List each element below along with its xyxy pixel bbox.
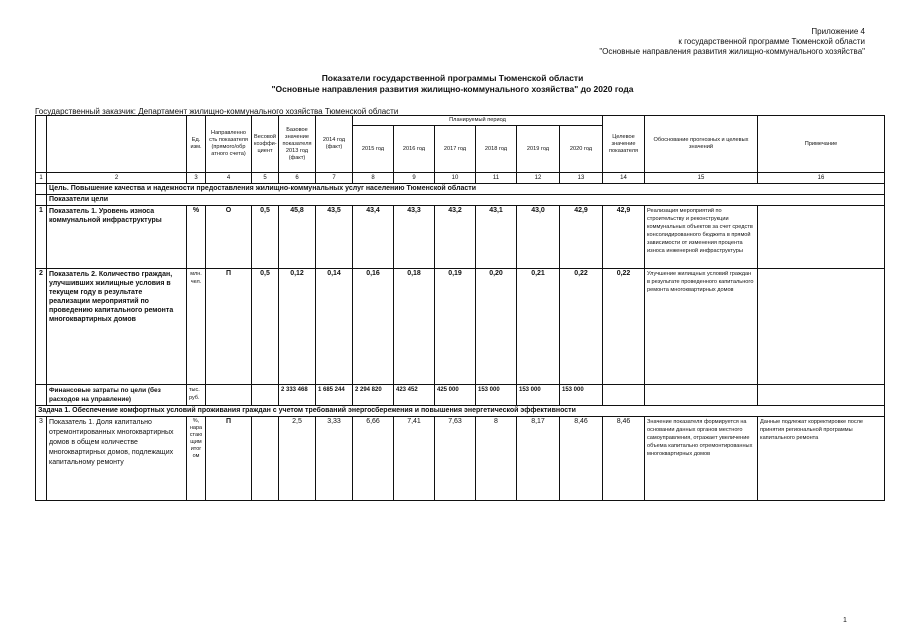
appendix-line-1: Приложение 4	[811, 27, 865, 36]
indicator-2-2016: 0,18	[394, 269, 435, 385]
indicator-3-2015: 6,66	[353, 417, 394, 501]
finance-base: 2 333 468	[279, 385, 316, 406]
header-year-2018: 2018 год	[476, 126, 517, 173]
indicator-1-note	[758, 206, 885, 269]
column-number: 3	[187, 173, 206, 184]
indicator-1-2018: 43,1	[476, 206, 517, 269]
indicator-2-2019: 0,21	[517, 269, 560, 385]
document-title	[0, 73, 905, 95]
indicator-3-direction: П	[206, 417, 252, 501]
column-number: 10	[435, 173, 476, 184]
header-2014: 2014 год (факт)	[316, 116, 353, 173]
column-number: 4	[206, 173, 252, 184]
finance-2016: 423 452	[394, 385, 435, 406]
indicator-1-2017: 43,2	[435, 206, 476, 269]
finance-num-cell	[36, 385, 47, 406]
header-target: Целевое значение показателя	[603, 116, 645, 173]
indicator-row-2	[36, 269, 885, 385]
finance-row	[36, 385, 885, 406]
indicator-2-2020: 0,22	[560, 269, 603, 385]
header-name	[47, 116, 187, 173]
header-direction: Направленно сть показателя (прямого/обр атного счета)	[206, 116, 252, 173]
column-number: 7	[316, 173, 353, 184]
indicator-1-target: 42,9	[603, 206, 645, 269]
header-base: Базовое значение показателя 2013 год (факт)	[279, 116, 316, 173]
goal-indicators-label: Показатели цели	[47, 195, 885, 206]
header-rationale: Обоснование прогнозных и целевых значений	[645, 116, 758, 173]
title-line-2: "Основные направления развития жилищно-коммунального хозяйства" до 2020 года	[271, 84, 634, 94]
column-number: 9	[394, 173, 435, 184]
goal-indicators-row	[36, 195, 885, 206]
indicator-2-rationale: Улучшение жилищных условий граждан в результате проведенного капитального ремонта многоквартирных домов	[645, 269, 758, 385]
title-line-1: Показатели государственной программы Тюменской области	[321, 73, 584, 83]
page-number: 1	[843, 617, 847, 624]
header-year-2019: 2019 год	[517, 126, 560, 173]
indicator-3-2020: 8,46	[560, 417, 603, 501]
finance-note-cell	[758, 385, 885, 406]
column-number: 6	[279, 173, 316, 184]
finance-2020: 153 000	[560, 385, 603, 406]
header-row-1	[36, 116, 885, 126]
finance-label: Финансовые затраты по цели (без расходов на управление)	[47, 385, 187, 406]
indicator-1-2015: 43,4	[353, 206, 394, 269]
indicator-3-weight	[252, 417, 279, 501]
column-number: 14	[603, 173, 645, 184]
goal-text: Цель. Повышение качества и надежности предоставления жилищно-коммунальных услуг населению Тюменской области	[47, 184, 885, 195]
column-number: 8	[353, 173, 394, 184]
finance-2015: 2 294 820	[353, 385, 394, 406]
column-number: 2	[47, 173, 187, 184]
indicator-2-name: Показатель 2. Количество граждан, улучшивших жилищные условия в текущем году в результате реализации мероприятий по проведению капитального ремонта многоквартирных домов	[47, 269, 187, 385]
indicator-2-2018: 0,20	[476, 269, 517, 385]
indicator-3-unit: %, нара стаю щим итог ом	[187, 417, 206, 501]
indicator-3-2017: 7,63	[435, 417, 476, 501]
indicator-2-num: 2	[36, 269, 47, 385]
finance-weight-cell	[252, 385, 279, 406]
indicator-3-name: Показатель 1. Доля капитально отремонтированных многоквартирных домов в общем количестве многоквартирных домов, подлежащих капитальному ремонту	[47, 417, 187, 501]
indicator-3-rationale: Значение показателя формируется на основании данных органов местного самоуправления, отражает увеличение объема капитально отремонтированных многоквартирных домов	[645, 417, 758, 501]
column-number: 12	[517, 173, 560, 184]
finance-target-cell	[603, 385, 645, 406]
indicator-1-rationale: Реализация мероприятий по строительству и реконструкции коммунальных объектов за счет средств консолидированного бюджета в прямой зависимости от изменения процента износа инженерной инфраструктуры	[645, 206, 758, 269]
column-number: 1	[36, 173, 47, 184]
header-num	[36, 116, 47, 173]
indicator-1-unit: %	[187, 206, 206, 269]
header-planned-period: Планируемый период	[353, 116, 603, 126]
indicator-1-name: Показатель 1. Уровень износа коммунальной инфраструктуры	[47, 206, 187, 269]
indicator-1-2016: 43,3	[394, 206, 435, 269]
finance-rationale-cell	[645, 385, 758, 406]
indicator-1-2014: 43,5	[316, 206, 353, 269]
indicator-row-1	[36, 206, 885, 269]
header-year-2015: 2015 год	[353, 126, 394, 173]
finance-2019: 153 000	[517, 385, 560, 406]
indicator-3-target: 8,46	[603, 417, 645, 501]
indicators-table	[35, 115, 885, 501]
indicator-3-num: 3	[36, 417, 47, 501]
indicator-1-weight: 0,5	[252, 206, 279, 269]
indicator-2-direction: П	[206, 269, 252, 385]
header-year-2016: 2016 год	[394, 126, 435, 173]
finance-2018: 153 000	[476, 385, 517, 406]
indicator-2-weight: 0,5	[252, 269, 279, 385]
appendix-line-2: к государственной программе Тюменской области	[678, 37, 865, 46]
column-number: 5	[252, 173, 279, 184]
finance-direction-cell	[206, 385, 252, 406]
indicator-1-num: 1	[36, 206, 47, 269]
appendix-caption	[565, 27, 865, 57]
indicator-2-base: 0,12	[279, 269, 316, 385]
appendix-line-3: "Основные направления развития жилищно-коммунального хозяйства"	[599, 47, 865, 56]
finance-2014: 1 685 244	[316, 385, 353, 406]
indicator-1-direction: О	[206, 206, 252, 269]
indicator-1-base: 45,8	[279, 206, 316, 269]
indicator-2-note	[758, 269, 885, 385]
task-row	[36, 406, 885, 417]
indicator-3-2016: 7,41	[394, 417, 435, 501]
indicator-1-2019: 43,0	[517, 206, 560, 269]
indicator-2-2015: 0,16	[353, 269, 394, 385]
indicator-2-target: 0,22	[603, 269, 645, 385]
column-number: 11	[476, 173, 517, 184]
goal-num-cell	[36, 184, 47, 195]
column-numbers-row	[36, 173, 885, 184]
column-number: 13	[560, 173, 603, 184]
header-weight: Весовой коэффи- циент	[252, 116, 279, 173]
indicator-3-2019: 8,17	[517, 417, 560, 501]
column-number: 15	[645, 173, 758, 184]
indicator-2-2014: 0,14	[316, 269, 353, 385]
state-customer: Государственный заказчик: Департамент жилищно-коммунального хозяйства Тюменской области	[35, 107, 399, 116]
indicator-1-2020: 42,9	[560, 206, 603, 269]
task-1-text: Задача 1. Обеспечение комфортных условий проживания граждан с учетом требований энергосбережения и повышения энергетической эффективности	[36, 406, 885, 417]
indicator-3-2018: 8	[476, 417, 517, 501]
goal-row	[36, 184, 885, 195]
header-year-2017: 2017 год	[435, 126, 476, 173]
indicator-row-3	[36, 417, 885, 501]
header-note: Примечание	[758, 116, 885, 173]
indicator-3-2014: 3,33	[316, 417, 353, 501]
header-unit: Ед. изм.	[187, 116, 206, 173]
indicator-2-2017: 0,19	[435, 269, 476, 385]
finance-2017: 425 000	[435, 385, 476, 406]
column-number: 16	[758, 173, 885, 184]
indicator-3-base: 2,5	[279, 417, 316, 501]
indicator-2-unit: млн. чел.	[187, 269, 206, 385]
indicator-3-note: Данные подлежат корректировке после принятия региональной программы капитального ремонта	[758, 417, 885, 501]
header-year-2020: 2020 год	[560, 126, 603, 173]
finance-unit: тыс. руб.	[187, 385, 206, 406]
goal-indicators-num-cell	[36, 195, 47, 206]
